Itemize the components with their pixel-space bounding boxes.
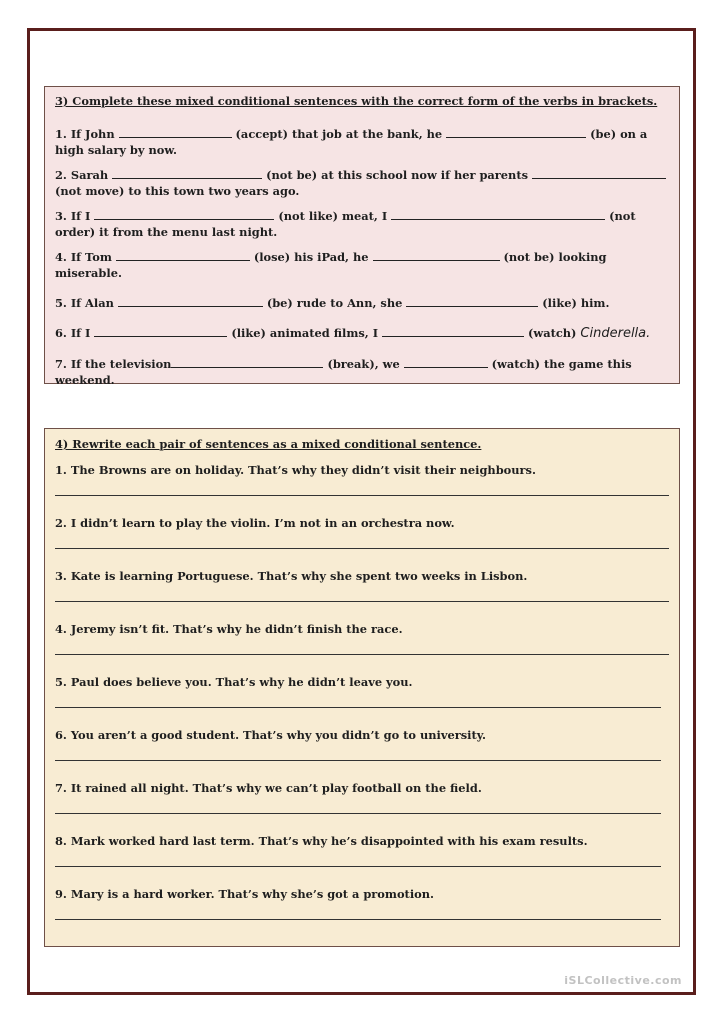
answer-blank[interactable] [94, 325, 227, 337]
exercise-3-item: 6. If I (like) animated films, I (watch) Cinderella. [55, 326, 651, 341]
answer-blank[interactable] [171, 356, 323, 368]
exercise-4-item: 9. Mary is a hard worker. That’s why she’s got a promotion. [55, 886, 669, 939]
answer-line[interactable] [55, 707, 661, 708]
answer-blank[interactable] [116, 249, 250, 261]
answer-line[interactable] [55, 760, 661, 761]
exercise-3-item: 1. If John (accept) that job at the bank, he (be) on a high salary by now. [55, 127, 648, 157]
exercise-3-heading: 3) Complete these mixed conditional sentences with the correct form of the verbs in brackets. [55, 94, 658, 108]
exercise-4-item: 7. It rained all night. That’s why we can’t play football on the field. [55, 780, 669, 833]
answer-blank[interactable] [532, 167, 666, 179]
answer-blank[interactable] [382, 325, 524, 337]
exercise-3-box [44, 86, 680, 387]
exercise-3-item: 2. Sarah (not be) at this school now if her parents (not move) to this town two years ago. [55, 167, 669, 199]
exercise-3-item: 4. If Tom (lose) his iPad, he (not be) looking miserable. [55, 250, 607, 280]
exercise-3-item: 5. If Alan (be) rude to Ann, she (like) him. [55, 296, 610, 310]
answer-line[interactable] [55, 919, 661, 920]
answer-blank[interactable] [391, 208, 605, 220]
exercise-4-item: 6. You aren’t a good student. That’s why you didn’t go to university. [55, 727, 669, 780]
answer-blank[interactable] [446, 126, 586, 138]
answer-blank[interactable] [406, 295, 538, 307]
answer-blank[interactable] [94, 208, 274, 220]
exercise-4-heading: 4) Rewrite each pair of sentences as a mixed conditional sentence. [55, 437, 482, 451]
exercise-4-item: 2. I didn’t learn to play the violin. I’m not in an orchestra now. [55, 515, 669, 568]
answer-blank[interactable] [112, 167, 262, 179]
answer-line[interactable] [55, 548, 669, 549]
answer-blank[interactable] [118, 295, 263, 307]
exercise-4-item: 4. Jeremy isn’t fit. That’s why he didn’t finish the race. [55, 621, 669, 674]
watermark: iSLCollective.com [564, 974, 682, 987]
exercise-4-box [44, 428, 680, 947]
exercise-4-item: 1. The Browns are on holiday. That’s why they didn’t visit their neighbours. [55, 462, 669, 515]
answer-line[interactable] [55, 601, 669, 602]
exercise-4-item: 3. Kate is learning Portuguese. That’s why she spent two weeks in Lisbon. [55, 568, 669, 621]
answer-line[interactable] [55, 654, 669, 655]
exercise-4-item: 5. Paul does believe you. That’s why he didn’t leave you. [55, 674, 669, 727]
exercise-3-item: 7. If the television (break), we (watch) the game this weekend. [55, 357, 632, 387]
answer-blank[interactable] [404, 356, 488, 368]
answer-line[interactable] [55, 495, 669, 496]
exercise-3-item: 3. If I (not like) meat, I (not order) it from the menu last night. [55, 209, 636, 239]
exercise-4-item: 8. Mark worked hard last term. That’s why he’s disappointed with his exam results. [55, 833, 669, 886]
answer-line[interactable] [55, 813, 661, 814]
answer-blank[interactable] [373, 249, 500, 261]
answer-blank[interactable] [119, 126, 232, 138]
answer-line[interactable] [55, 866, 661, 867]
